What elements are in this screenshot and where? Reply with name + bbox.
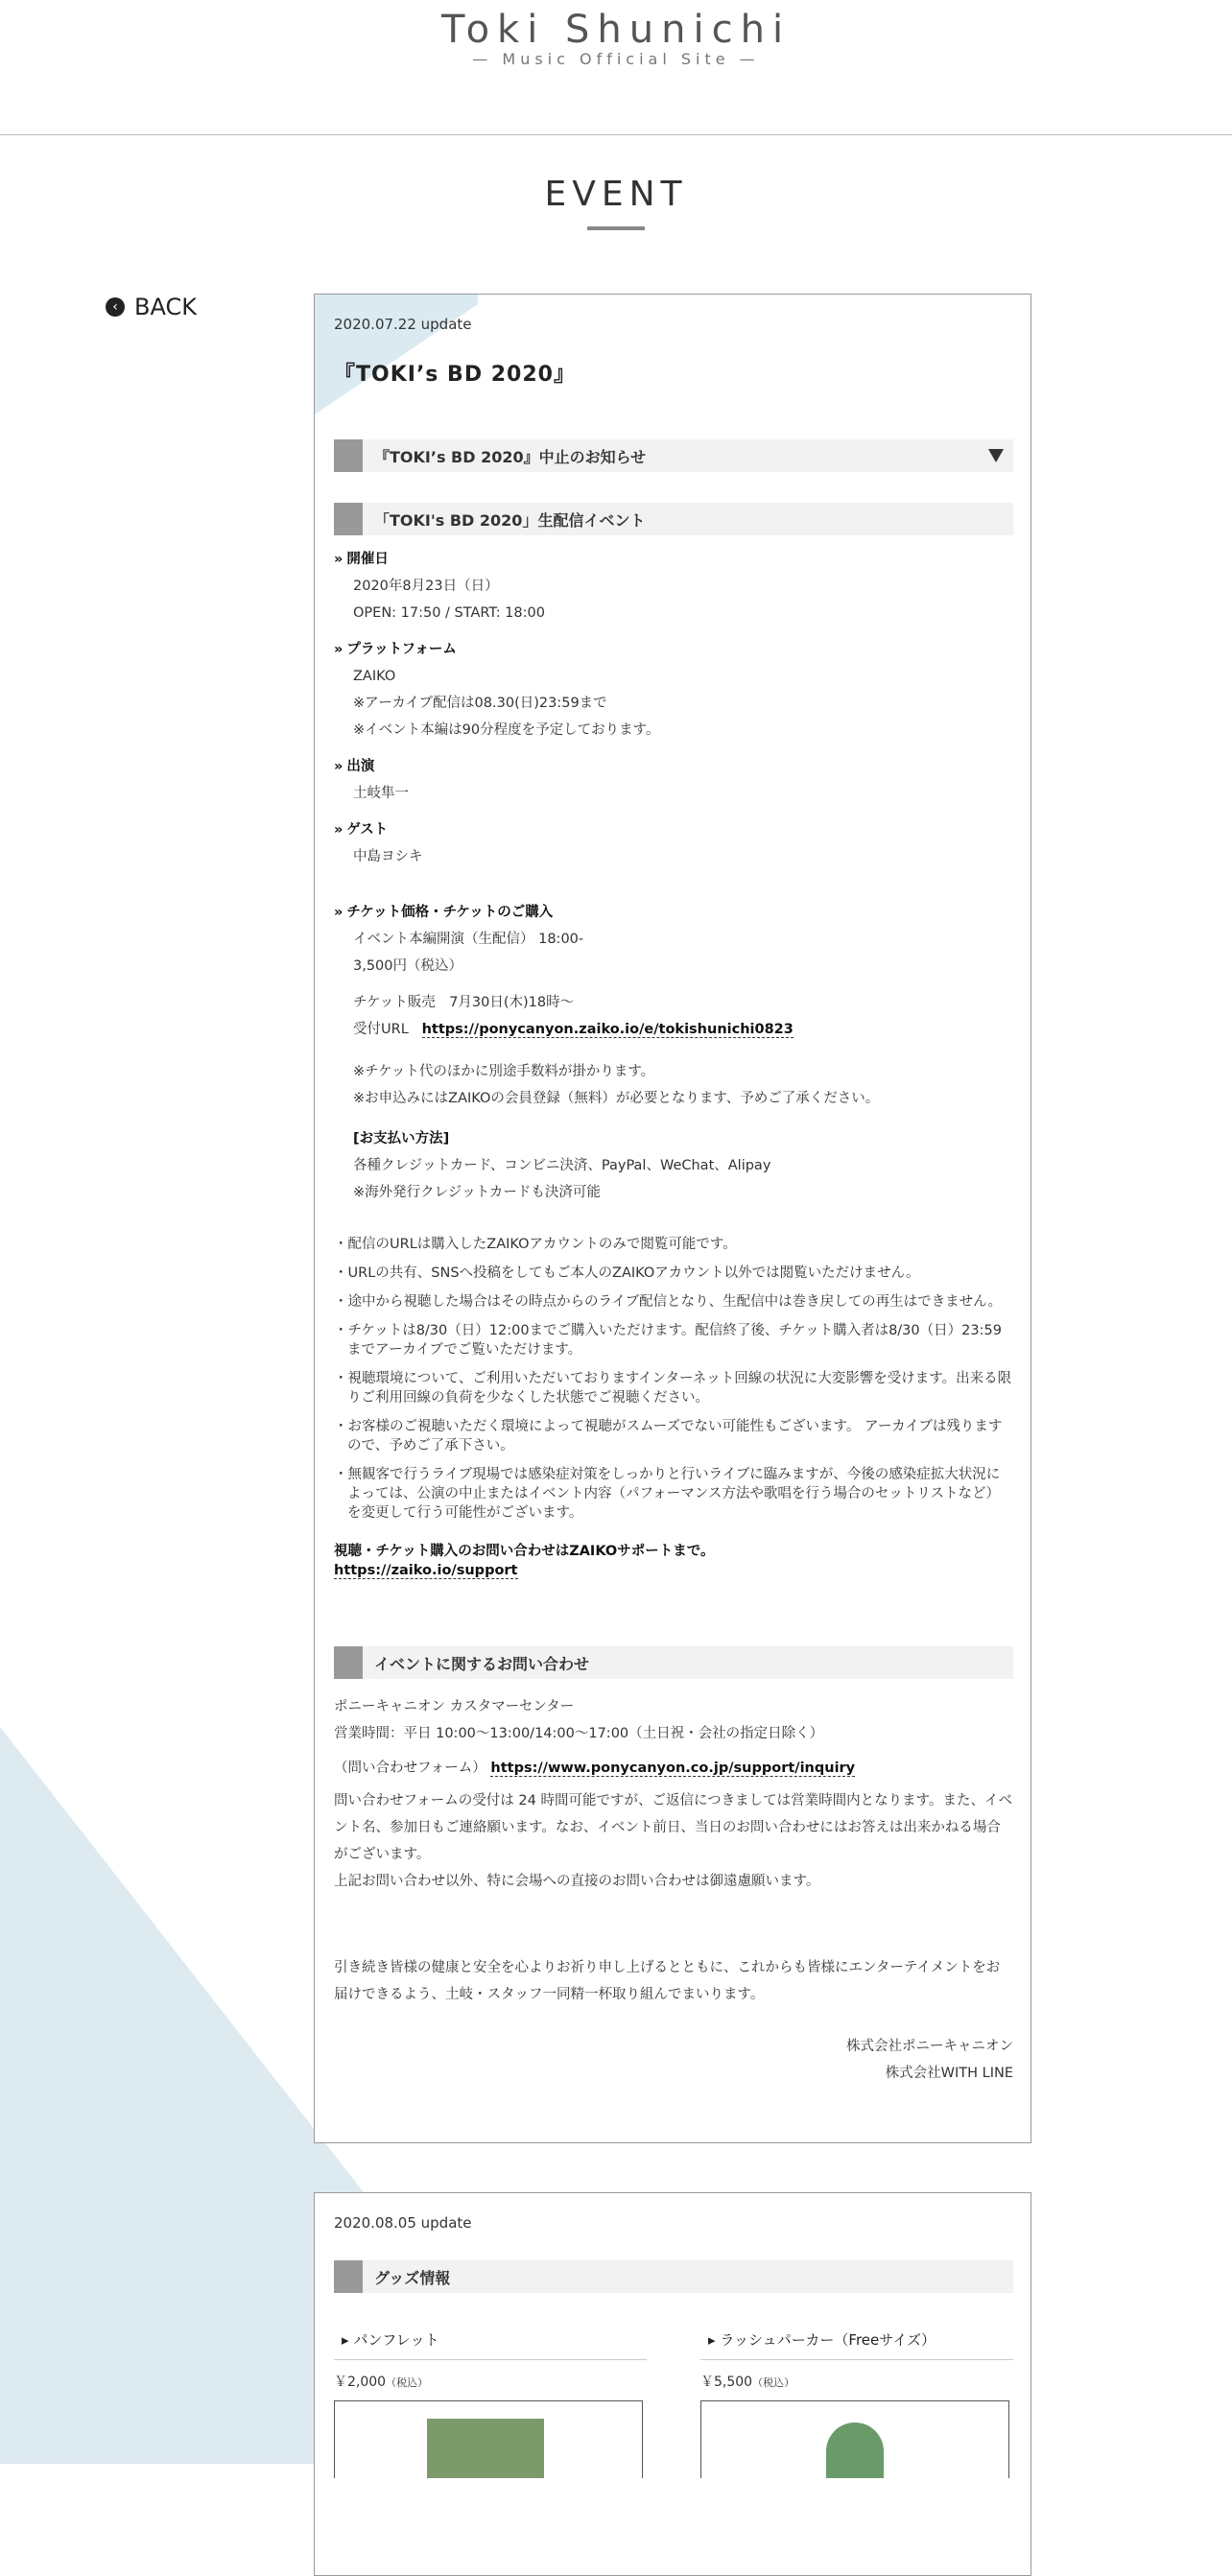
- note-item: ・配信のURLは購入したZAIKOアカウントのみで閲覧可能です。: [334, 1237, 737, 1252]
- inquiry-section-header: [334, 1646, 1013, 1679]
- time-value: OPEN: 17:50 / START: 18:00: [353, 605, 545, 621]
- goods-item-parka: [700, 2329, 1013, 2478]
- ticket-price: 3,500円（税込）: [353, 958, 463, 974]
- guest-value: 中島ヨシキ: [353, 849, 423, 864]
- date-label: » 開催日: [334, 552, 389, 567]
- inquiry-heading: イベントに関するお問い合わせ: [374, 1654, 590, 1673]
- support-text: 視聴・チケット購入のお問い合わせはZAIKOサポートまで。: [334, 1544, 715, 1559]
- duration-note: ※イベント本編は90分程度を予定しております。: [353, 722, 660, 738]
- triangle-down-icon: [988, 449, 1004, 462]
- title-underline: [587, 226, 645, 230]
- ticket-label: » チケット価格・チケットのご購入: [334, 905, 554, 920]
- parka-image: [826, 2422, 884, 2478]
- note-item: ・途中から視聴した場合はその時点からのライブ配信となり、生配信中は巻き戻しての再生はできません。: [334, 1294, 1002, 1310]
- notice-accordion[interactable]: [334, 439, 1013, 472]
- goods-item-pamphlet: [334, 2329, 647, 2478]
- page-title: EVENT: [544, 175, 688, 214]
- site-subtitle: — Music Official Site —: [472, 50, 760, 68]
- goods-price: ￥5,500（税込）: [700, 2375, 795, 2390]
- platform-value: ZAIKO: [353, 669, 396, 684]
- goods-section-header: [334, 2260, 1013, 2293]
- support-url-row: [334, 1561, 518, 1580]
- signature-company-1: 株式会社ポニーキャニオン: [846, 2039, 1013, 2054]
- update-date: 2020.07.22 update: [334, 316, 472, 333]
- note-item: ・URLの共有、SNSへ投稿をしてもご本人のZAIKOアカウント以外では閲覧いただけません。: [334, 1265, 920, 1281]
- event-title: 『TOKI’s BD 2020』: [334, 363, 576, 387]
- inquiry-paragraph: 問い合わせフォームの受付は 24 時間可能ですが、ご返信につきましては営業時間内となります。また、イベント名、参加日もご連絡願います。なお、イベント前日、当日のお問い合わせにはお答えは出来かねる場合がございます。: [334, 1793, 1012, 1862]
- goods-name: ▸ パンフレット: [334, 2329, 647, 2360]
- guest-label: » ゲスト: [334, 822, 389, 838]
- note-item: ・無観客で行うライブ現場では感染症対策をしっかりと行いライブに臨みますが、今後の感染症拡大状況によっては、公演の中止またはイベント内容（パフォーマンス方法や歌唱を行う場合のセットリストなど）を変更して行う可能性がございます。: [334, 1467, 1001, 1521]
- site-logo[interactable]: Toki Shunichi: [440, 8, 792, 52]
- event-card: [314, 294, 1031, 2143]
- date-value: 2020年8月23日（日）: [353, 579, 499, 594]
- inquiry-form-row: （問い合わせフォーム） https://www.ponycanyon.co.jp/support/inquiry: [334, 1761, 856, 1776]
- payment-label: [お支払い方法]: [353, 1131, 450, 1146]
- archive-note: ※アーカイブ配信は08.30(日)23:59まで: [353, 696, 607, 711]
- back-label: BACK: [134, 294, 197, 320]
- caret-right-icon: ▸: [342, 2331, 354, 2349]
- support-url-link[interactable]: https://zaiko.io/support: [334, 1563, 518, 1578]
- card-corner-decoration: [315, 295, 478, 414]
- goods-name: ▸ ラッシュパーカー（Freeサイズ）: [700, 2329, 1013, 2360]
- goods-image-frame[interactable]: [334, 2400, 643, 2478]
- registration-note: ※お申込みにはZAIKOの会員登録（無料）が必要となります、予めご了承ください。: [353, 1091, 880, 1106]
- live-section-header: [334, 503, 1013, 535]
- goods-image-frame[interactable]: [700, 2400, 1009, 2478]
- section-marker: [334, 1646, 363, 1679]
- pamphlet-image: [427, 2419, 544, 2478]
- cast-label: » 出演: [334, 759, 375, 774]
- ticket-url-row: 受付URL https://ponycanyon.zaiko.io/e/tokishunichi0823: [353, 1022, 794, 1037]
- ticket-sale: チケット販売 7月30日(木)18時～: [353, 995, 575, 1010]
- section-marker: [334, 439, 363, 472]
- goods-heading: グッズ情報: [374, 2268, 451, 2287]
- notice-heading: 『TOKI’s BD 2020』中止のお知らせ: [374, 447, 647, 466]
- event-card-goods: [314, 2192, 1031, 2576]
- caret-right-icon: ▸: [708, 2331, 721, 2349]
- ticket-time: イベント本編開演（生配信） 18:00-: [353, 932, 584, 947]
- note-item: ・視聴環境について、ご利用いただいておりますインターネット回線の状況に大変影響を受けます。出来る限りご利用回線の負荷を少なくした状態でご視聴ください。: [334, 1371, 1012, 1406]
- section-marker: [334, 2260, 363, 2293]
- payment-methods: 各種クレジットカード、コンビニ決済、PayPal、WeChat、Alipay: [353, 1158, 771, 1173]
- closing-message: 引き続き皆様の健康と安全を心よりお祈り申し上げるとともに、これからも皆様にエンターテイメントをお届けできるよう、土岐・スタッフ一同精一杯取り組んでまいります。: [334, 1960, 1001, 2002]
- note-item: ・チケットは8/30（日）12:00までご購入いただけます。配信終了後、チケット購入者は8/30（日）23:59までアーカイブでご覧いただけます。: [334, 1323, 1002, 1358]
- inquiry-hours: 営業時間：平日 10:00～13:00/14:00～17:00（土日祝・会社の指定日除く）: [334, 1726, 824, 1741]
- back-button[interactable]: [106, 294, 197, 320]
- site-header: [0, 0, 1232, 135]
- cast-value: 土岐隼一: [353, 786, 409, 801]
- goods-price: ￥2,000（税込）: [334, 2375, 429, 2390]
- fee-note: ※チケット代のほかに別途手数料が掛かります。: [353, 1064, 655, 1079]
- note-item: ・お客様のご視聴いただく環境によって視聴がスムーズでない可能性もございます。 アーカイブは残りますので、予めご了承下さい。: [334, 1419, 1003, 1453]
- ticket-url-link[interactable]: https://ponycanyon.zaiko.io/e/tokishunichi0823: [421, 1022, 794, 1037]
- chevron-left-circle-icon: ‹: [106, 297, 125, 317]
- platform-label: » プラットフォーム: [334, 642, 457, 657]
- section-marker: [334, 503, 363, 535]
- inquiry-paragraph-2: 上記お問い合わせ以外、特に会場への直接のお問い合わせは御遠慮願います。: [334, 1874, 820, 1889]
- inquiry-form-link[interactable]: https://www.ponycanyon.co.jp/support/inquiry: [490, 1761, 856, 1776]
- live-heading: 「TOKI's BD 2020」生配信イベント: [374, 510, 646, 530]
- signature-company-2: 株式会社WITH LINE: [885, 2066, 1013, 2081]
- payment-overseas: ※海外発行クレジットカードも決済可能: [353, 1185, 601, 1200]
- inquiry-center: ポニーキャニオン カスタマーセンター: [334, 1699, 575, 1714]
- update-date: 2020.08.05 update: [334, 2214, 472, 2232]
